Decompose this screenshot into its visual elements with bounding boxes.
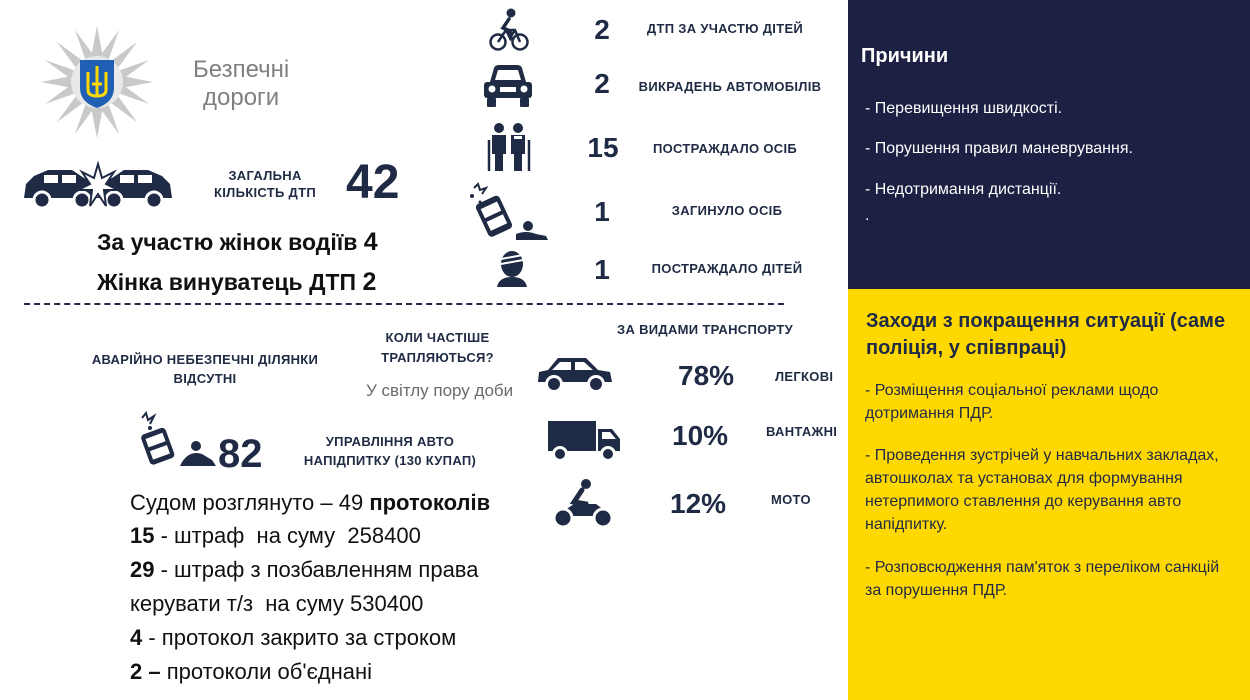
stat-label: ПОСТРАЖДАЛО ДІТЕЙ [651,261,803,276]
court-line-4 [130,591,423,617]
total-label-line1: ЗАГАЛЬНА [228,168,302,183]
stat-value: 2 [594,14,610,45]
cyclist-icon [489,8,529,52]
causes-item: - Недотримання дистанції. [865,181,1062,198]
drunk-label-line1: УПРАВЛІННЯ АВТО [325,434,455,449]
drunk-driving-icon [136,410,220,468]
total-value: 42 [346,156,400,209]
court-line-6-text: протоколи об'єднані [160,659,373,684]
court-line-2-text: - штраф на суму 258400 [154,523,421,548]
motorcycle-icon [552,478,614,530]
stat-label: ДТП ЗА УЧАСТЮ ДІТЕЙ [646,21,804,36]
police-star-logo-icon [38,26,156,138]
causes-item: - Порушення правил маневрування. [865,140,1133,157]
measures-title: Заходи з покращення ситуації (саме поліція, у співпраці) [866,310,1226,359]
stat-value: 15 [587,132,619,163]
brand-title [193,56,289,112]
stat-label: ПОСТРАЖДАЛО ОСІБ [652,141,798,156]
court-line-5-bold: 4 [130,625,143,650]
dangerous-sections-line1: АВАРІЙНО НЕБЕЗПЕЧНІ ДІЛЯНКИ [91,352,319,367]
women-guilty-label: Жінка винуватець ДТП [97,269,357,295]
court-line-3 [130,557,478,583]
causes-item: . [865,207,870,224]
injured-people-icon [486,122,532,172]
drunk-label [285,432,495,470]
stat-label: ЗАГИНУЛО ОСІБ [671,203,783,218]
court-line-5-text: - протокол закрито за строком [142,625,457,650]
women-drivers-value: 4 [363,228,378,256]
measures-item: - Розповсюдження пам'яток з переліком санкцій за порушення ПДР. [865,559,1220,599]
women-guilty-value: 2 [362,268,377,296]
stat-value: 1 [594,254,610,285]
court-line-6 [130,659,372,685]
court-line-1-bold: протоколів [369,490,491,515]
car-side-icon [536,354,614,394]
transport-percent: 78% [678,360,735,391]
transport-label: ЛЕГКОВІ [775,369,834,384]
causes-panel [848,0,1250,289]
court-line-3-text: - штраф з позбавленням права [154,557,479,582]
dangerous-sections [80,350,330,388]
brand-title-line2: дороги [203,84,280,111]
measures-panel [848,289,1250,700]
stat-value: 1 [594,196,610,227]
dashed-divider [24,303,784,305]
court-line-3-bold: 29 [130,557,155,582]
court-line-6-bold: 2 – [130,659,161,684]
transport-percent: 12% [670,488,727,519]
drunk-value: 82 [218,432,263,476]
court-line-4-text: керувати т/з на суму 530400 [130,591,424,616]
brand-title-line1: Безпечні [193,56,290,83]
bandaged-head-icon [495,249,529,287]
dangerous-sections-line2: ВІДСУТНІ [173,371,237,386]
transport-label: МОТО [771,492,811,507]
when-question-line1: КОЛИ ЧАСТІШЕ [385,330,490,345]
stat-label: ВИКРАДЕНЬ АВТОМОБІЛІВ [638,79,822,94]
causes-title: Причини [861,45,949,67]
transport-percent: 10% [672,420,729,451]
transport-heading: ЗА ВИДАМИ ТРАНСПОРТУ [617,322,793,337]
measures-item: - Розміщення соціальної реклами щодо дотримання ПДР. [865,382,1159,422]
court-line-1-text: Судом розглянуто – 49 [130,490,370,515]
when-question-line2: ТРАПЛЯЮТЬСЯ? [381,350,494,365]
drunk-label-line2: НАПІДПИТКУ (130 КУПАП) [303,453,477,468]
causes-item: - Перевищення швидкості. [865,100,1063,117]
measures-item: - Проведення зустрічей у навчальних закладах, автошколах та установах для формування нетерпимого ставлення до керування авто напідпитку. [865,447,1219,533]
car-crash-icon [22,160,174,214]
women-drivers-line [97,228,378,257]
women-guilty-line [97,268,376,297]
when-question [365,328,510,368]
court-line-2-bold: 15 [130,523,155,548]
transport-label: ВАНТАЖНІ [766,424,838,439]
total-label-line2: КІЛЬКІСТЬ ДТП [214,185,316,200]
court-line-2 [130,523,421,549]
when-answer: У світлу пору доби [366,381,514,400]
total-label [200,167,330,201]
car-front-icon [482,62,534,108]
court-line-1 [130,490,490,516]
court-line-5 [130,625,456,651]
women-drivers-label: За участю жінок водіїв [97,229,358,255]
truck-icon [546,417,624,463]
stat-value: 2 [594,68,610,99]
fatal-crash-icon [466,182,550,242]
